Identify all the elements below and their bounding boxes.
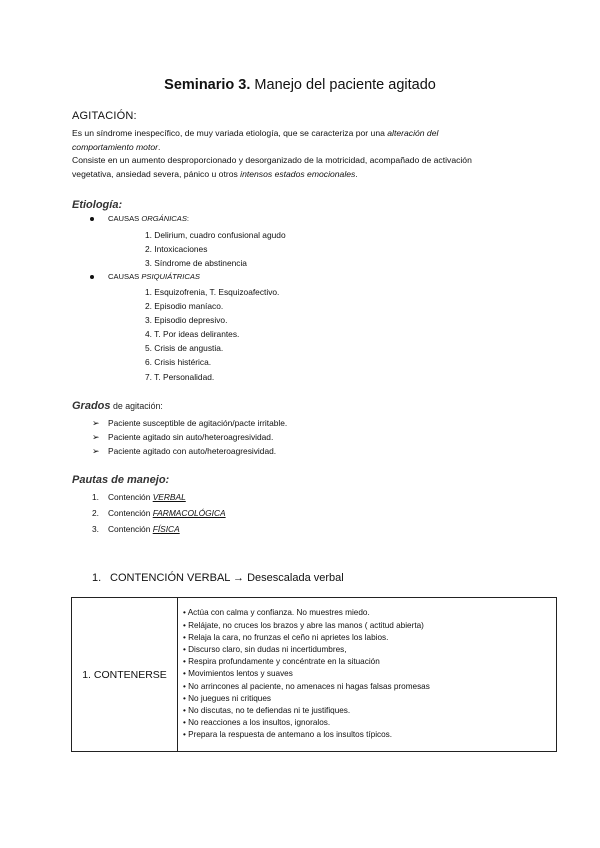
pauta-label: Contención [108, 492, 153, 502]
arrow-icon: ➢ [92, 432, 100, 442]
bullet-prefix: CAUSAS [108, 214, 142, 223]
list-item: • No discutas, no te defiendas ni te justifiques. [183, 706, 351, 715]
list-item: • Prepara la respuesta de antemano a los insultos típicos. [183, 730, 393, 740]
psiquiatrica-item: 1. Esquizofrenia, T. Esquizoafectivo. [145, 287, 280, 297]
psiquiatrica-item: 5. Crisis de angustia. [145, 343, 224, 353]
def-text-5: . [355, 168, 358, 179]
grado-item [92, 418, 287, 429]
psiquiatrica-item: 6. Crisis histérica. [145, 357, 212, 367]
psiquiatrica-item: 2. Episodio maníaco. [145, 301, 224, 311]
row-label-cell: 1. CONTENERSE [72, 598, 178, 752]
bullet-prefix: CAUSAS [108, 272, 142, 281]
pauta-link[interactable]: VERBAL [152, 492, 186, 502]
page-title [0, 77, 600, 93]
contencion-verbal-heading [92, 572, 344, 584]
list-item: • Relájate, no cruces los brazos y abre las manos ( actitud abierta) [183, 620, 424, 630]
psiquiatrica-item: 7. T. Personalidad. [145, 372, 215, 382]
def-text: Es un síndrome inespecífico, de muy variada etiología, que se caracteriza por una [72, 128, 388, 138]
pauta-link[interactable]: FÍSICA [152, 524, 180, 534]
organica-item: 2. Intoxicaciones [145, 244, 208, 254]
pauta-label: Contención [108, 524, 153, 534]
def-text-3: Consiste en un aumento desproporcionado y desorganizado de la motricidad, acompañado de activación [72, 155, 472, 166]
list-item: • Movimientos lentos y suaves [183, 669, 293, 679]
agitacion-heading: AGITACIÓN: [72, 110, 137, 122]
pauta-item [92, 508, 226, 518]
list-item: • No arrincones al paciente, no amenaces ni hagas falsas promesas [183, 681, 430, 691]
list-item: • Relaja la cara, no frunzas el ceño ni aprietes los labios. [183, 632, 389, 642]
def-text-4: vegetativa, ansiedad severa, pánico u otros [72, 168, 241, 179]
title-rest: Manejo del paciente agitado [250, 77, 436, 93]
cv-num: 1. [92, 572, 102, 584]
organicas-bullet [90, 214, 189, 223]
list-item: • Discurso claro, sin dudas ni incertidumbres, [183, 644, 347, 654]
table-row [72, 598, 557, 752]
psiquiatricas-bullet [90, 272, 200, 281]
psiquiatrica-item: 3. Episodio depresivo. [145, 315, 228, 325]
title-bold: Seminario 3. [164, 77, 251, 93]
pauta-num: 1. [92, 492, 99, 502]
grados-heading-italic: Grados [72, 400, 111, 412]
bullet-dot [90, 217, 94, 221]
contenerse-table [71, 597, 557, 752]
grado-item [92, 446, 276, 457]
grado-text: Paciente susceptible de agitación/pacte irritable. [108, 418, 288, 428]
list-item: • No juegues ni critiques [183, 693, 271, 703]
grados-heading-rest: de agitación: [110, 401, 163, 411]
bullet-italic: PSIQUIÁTRICAS [141, 272, 200, 281]
bullet-suffix: : [186, 214, 190, 223]
organica-item: 1. Delirium, cuadro confusional agudo [145, 230, 286, 240]
pauta-link[interactable]: FARMACOLÓGICA [152, 508, 226, 518]
pauta-label: Contención [108, 508, 153, 518]
arrow-icon: ➢ [92, 418, 100, 428]
psiquiatrica-item: 4. T. Por ideas delirantes. [145, 329, 240, 339]
list-item: • No reacciones a los insultos, ignoralos. [183, 718, 331, 728]
etiologia-heading: Etiología: [72, 199, 123, 211]
pauta-item [92, 492, 186, 502]
grados-heading [72, 400, 163, 412]
list-item: • Actúa con calma y confianza. No muestres miedo. [183, 608, 370, 618]
pauta-num: 3. [92, 524, 99, 534]
pauta-num: 2. [92, 508, 99, 518]
def-text-2: . [157, 141, 161, 152]
pauta-item [92, 524, 180, 534]
pautas-heading: Pautas de manejo: [72, 474, 170, 486]
def-italic-2: comportamiento motor [72, 141, 158, 152]
grado-text: Paciente agitado sin auto/heteroagresividad. [108, 432, 274, 442]
row-content-cell [178, 598, 557, 752]
cv-text: CONTENCIÓN VERBAL → Desescalada verbal [110, 572, 344, 584]
grado-text: Paciente agitado con auto/heteroagresividad. [108, 446, 277, 456]
agitacion-definition [72, 127, 532, 181]
def-italic: alteración del [387, 128, 439, 138]
arrow-icon: ➢ [92, 446, 100, 456]
organica-item: 3. Síndrome de abstinencia [145, 258, 247, 268]
grado-item [92, 432, 273, 443]
list-item: • Respira profundamente y concéntrate en la situación [183, 657, 380, 667]
bullet-italic: ORGÁNICAS [141, 214, 187, 223]
def-italic-4: intensos estados emocionales [240, 168, 356, 179]
bullet-dot [90, 275, 94, 279]
